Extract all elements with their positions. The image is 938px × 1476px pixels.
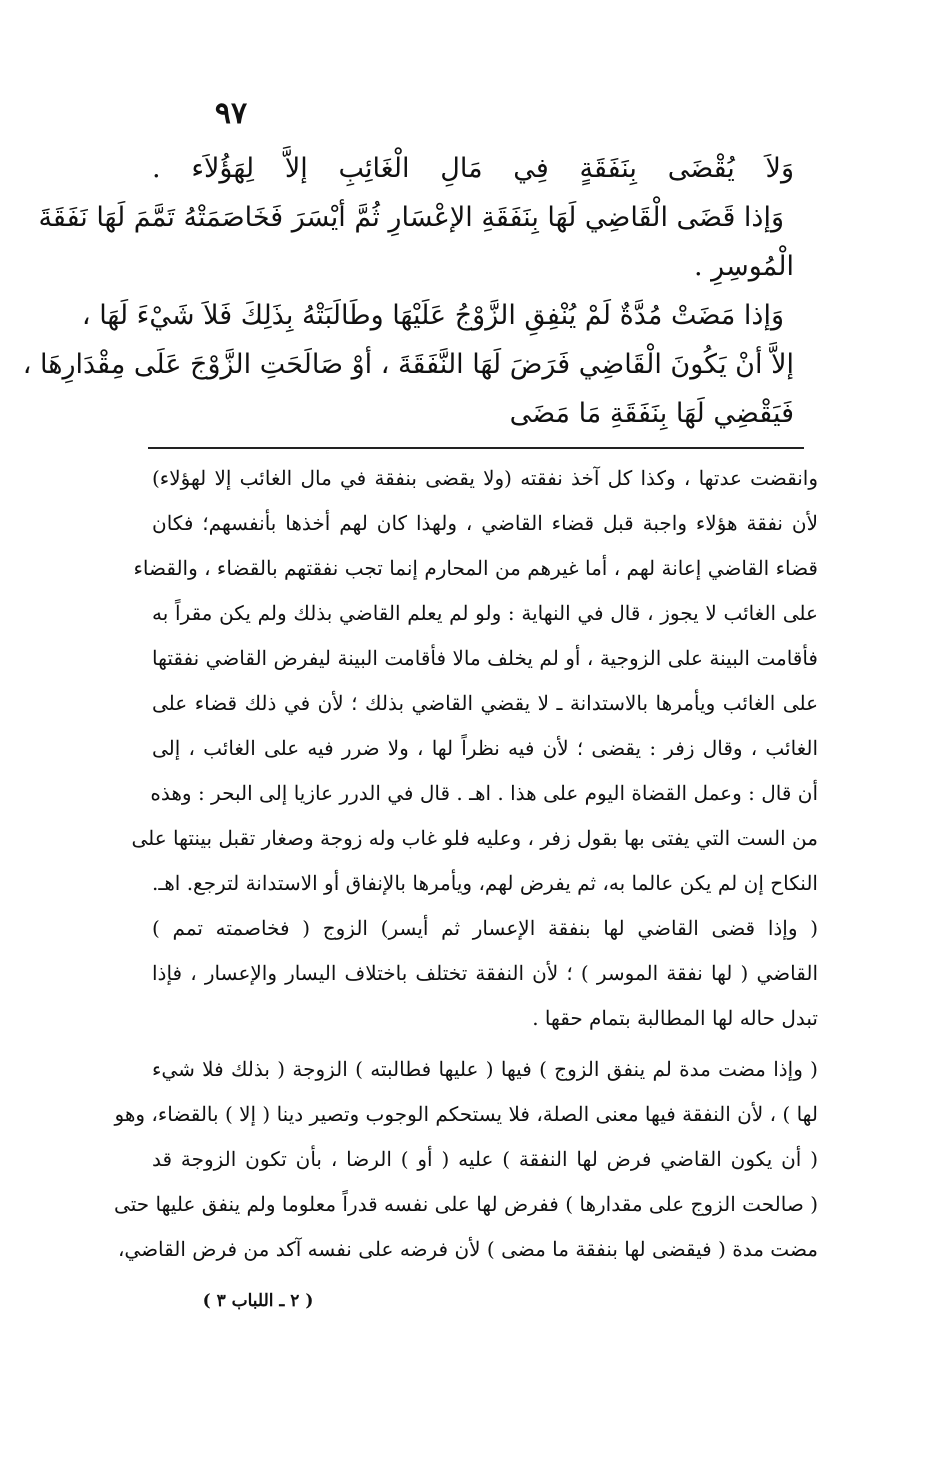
commentary-line: ( وإذا قضى القاضي لها بنفقة الإعسار ثم أيسر) الزوج ( فخاصمته تمم ) bbox=[152, 916, 818, 940]
section-divider bbox=[148, 447, 804, 449]
commentary-line: قضاء القاضي إعانة لهم ، أما غيرهم من المحارم إنما تجب نفقتهم بالقضاء ، والقضاء bbox=[133, 556, 818, 580]
commentary-line: من الست التي يفتى بها بقول زفر ، وعليه فلو غاب وله زوجة وصغار تقبل بينتها على bbox=[131, 826, 818, 850]
commentary-line: النكاح إن لم يكن عالما به، ثم يفرض لهم، ويأمرها بالإنفاق أو الاستدانة لترجع. اهـ. bbox=[152, 871, 818, 895]
main-text-line: وَإذا قَضَى الْقَاضِي لَهَا بِنَفَقَةِ الإعْسَارِ ثُمَّ أيْسَرَ فَخَاصَمَتْهُ تَمَّمَ لَهَا نَفَقَةَ bbox=[38, 202, 784, 233]
commentary-line: تبدل حاله لها المطالبة بتمام حقها . bbox=[532, 1006, 818, 1030]
printer-signature: ( ٢ ـ اللباب ٣ ) bbox=[202, 1291, 314, 1311]
commentary-line: وانقضت عدتها ، وكذا كل آخذ نفقته (ولا يقضى بنفقة في مال الغائب إلا لهؤلاء) bbox=[152, 466, 818, 490]
main-text-line: إلاَّ أنْ يَكُونَ الْقَاضِي فَرَضَ لَهَا النَّفَقَةَ ، أوْ صَالَحَتِ الزَّوْجَ عَلَى مِقْدَارِهَا ، bbox=[22, 349, 794, 380]
commentary-line: الغائب ، وقال زفر : يقضى ؛ لأن فيه نظراً لها ، ولا ضرر فيه على الغائب ، إلى bbox=[152, 736, 818, 760]
commentary-line: القاضي ( لها نفقة الموسر ) ؛ لأن النفقة تختلف باختلاف اليسار والإعسار ، فإذا bbox=[152, 961, 818, 985]
commentary-line: على الغائب ويأمرها بالاستدانة ـ لا يقضي القاضي بذلك ؛ لأن في ذلك قضاء على bbox=[152, 691, 818, 715]
commentary-line: ( أن يكون القاضي فرض لها النفقة ) عليه ( أو ) الرضا ، بأن تكون الزوجة قد bbox=[152, 1147, 818, 1171]
commentary-text bbox=[114, 456, 818, 1272]
main-text-line: وَإذا مَضَتْ مُدَّةٌ لَمْ يُنْفِقِ الزَّوْجُ عَلَيْهَا وطَالَبَتْهُ بِذَلِكَ فَلاَ شَيْءَ لَهَا ، bbox=[81, 300, 784, 331]
main-text bbox=[22, 144, 794, 438]
commentary-line: لأن نفقة هؤلاء واجبة قبل قضاء القاضي ، ولهذا كان لهم أخذها بأنفسهم؛ فكان bbox=[152, 511, 818, 535]
commentary-line: ( وإذا مضت مدة لم ينفق الزوج ) فيها ( عليها فطالبته ) الزوجة ( بذلك فلا شيء bbox=[152, 1057, 818, 1081]
commentary-line: مضت مدة ( فيقضى لها بنفقة ما مضى ) لأن فرضه على نفسه آكد من فرض القاضي، bbox=[117, 1237, 818, 1261]
main-text-line: الْمُوسِرِ . bbox=[694, 251, 794, 282]
main-text-line: فَيَقْضِي لَهَا بِنَفَقَةِ مَا مَضَى bbox=[509, 398, 794, 429]
page-number: ٩٧ bbox=[214, 96, 248, 131]
commentary-line: أن قال : وعمل القضاة اليوم على هذا . اهـ . قال في الدرر عازيا إلى البحر : وهذه bbox=[150, 781, 818, 805]
main-text-line: وَلاَ يُقْضَى بِنَفَقَةٍ فِي مَالِ الْغَائِبِ إلاَّ لِهَؤُلاَء . bbox=[152, 153, 794, 184]
commentary-line: فأقامت البينة على الزوجية ، أو لم يخلف مالا فأقامت البينة ليفرض القاضي نفقتها bbox=[152, 646, 818, 670]
commentary-line: لها ) ، لأن النفقة فيها معنى الصلة، فلا يستحكم الوجوب وتصير دينا ( إلا ) بالقضاء، وهو bbox=[114, 1102, 818, 1126]
commentary-line: ( صالحت الزوج على مقدارها ) ففرض لها على نفسه قدراً معلوما ولم ينفق عليها حتى bbox=[114, 1192, 818, 1216]
commentary-line: على الغائب لا يجوز ، قال في النهاية : ولو لم يعلم القاضي بذلك ولم يكن مقراً به bbox=[152, 601, 818, 625]
